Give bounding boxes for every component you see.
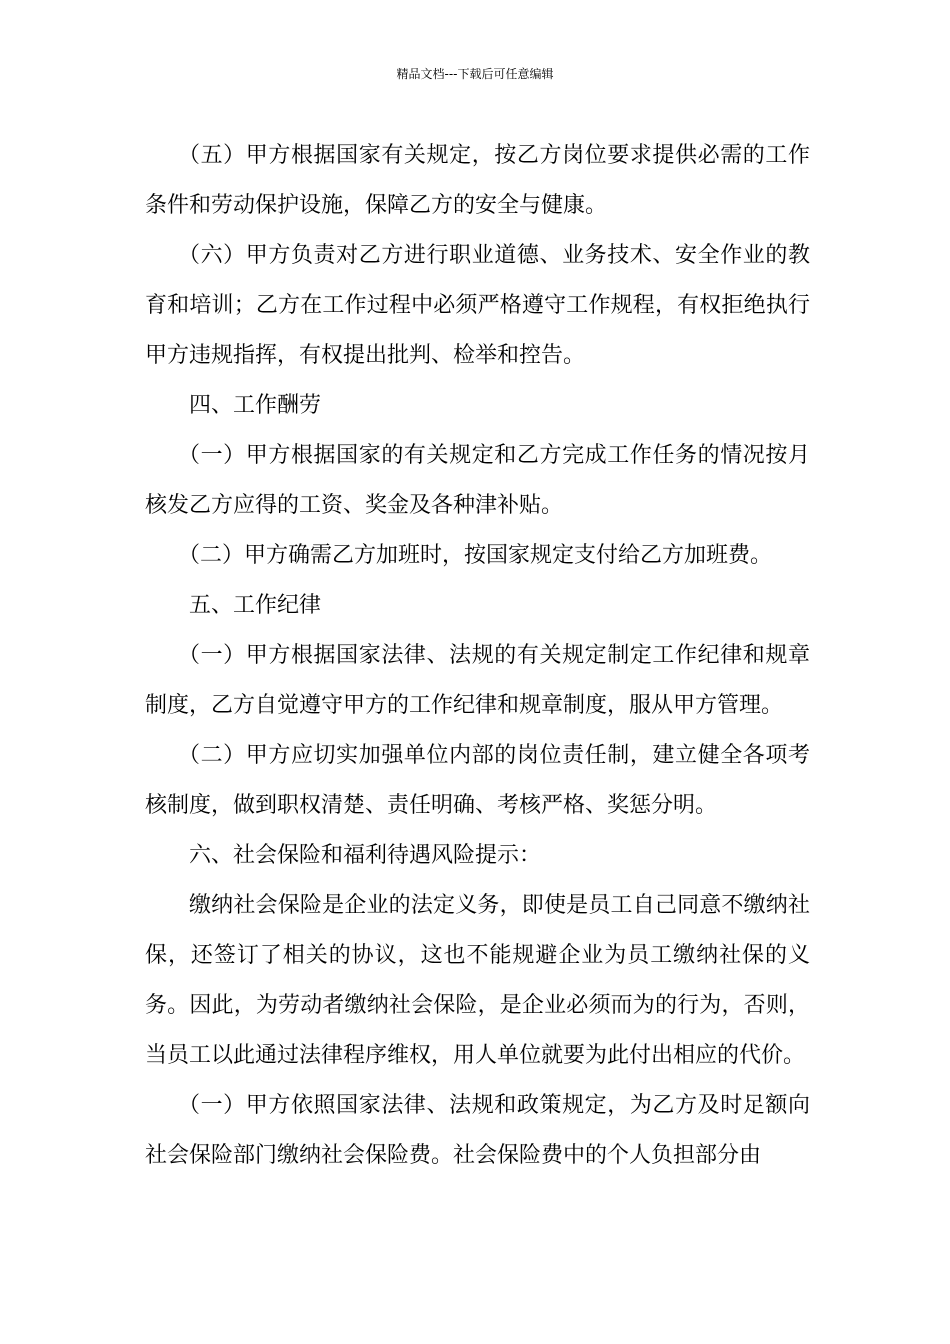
section-heading: 六、社会保险和福利待遇风险提示： (189, 843, 542, 868)
paragraph: 缴纳社会保险是企业的法定义务，即使是员工自己同意不缴纳社保，还签订了相关的协议，这也不能规避企业为员工缴纳社保的义务。因此，为劳动者缴纳社会保险，是企业必须而为的行为，否则，当员工以此通过法律程序维权，用人单位就要为此付出相应的代价。 (145, 893, 810, 1068)
page-header: 精品文档---下载后可任意编辑 (396, 67, 554, 81)
paragraph: （五）甲方根据国家有关规定，按乙方岗位要求提供必需的工作条件和劳动保护设施，保障乙方的安全与健康。 (145, 143, 810, 218)
paragraph: （一）甲方依照国家法律、法规和政策规定，为乙方及时足额向社会保险部门缴纳社会保险费。社会保险费中的个人负担部分由 (145, 1093, 810, 1168)
section-heading: 四、工作酬劳 (189, 393, 322, 418)
paragraph: （二）甲方应切实加强单位内部的岗位责任制，建立健全各项考核制度，做到职权清楚、责任明确、考核严格、奖惩分明。 (145, 743, 810, 818)
paragraph: （六）甲方负责对乙方进行职业道德、业务技术、安全作业的教育和培训；乙方在工作过程中必须严格遵守工作规程，有权拒绝执行甲方违规指挥，有权提出批判、检举和控告。 (145, 243, 810, 368)
section-heading: 五、工作纪律 (189, 593, 322, 618)
paragraph: （一）甲方根据国家的有关规定和乙方完成工作任务的情况按月核发乙方应得的工资、奖金及各种津补贴。 (145, 443, 810, 518)
paragraph: （二）甲方确需乙方加班时，按国家规定支付给乙方加班费。 (178, 543, 773, 568)
paragraph: （一）甲方根据国家法律、法规的有关规定制定工作纪律和规章制度，乙方自觉遵守甲方的工作纪律和规章制度，服从甲方管理。 (145, 643, 810, 718)
document-body (145, 131, 810, 1181)
